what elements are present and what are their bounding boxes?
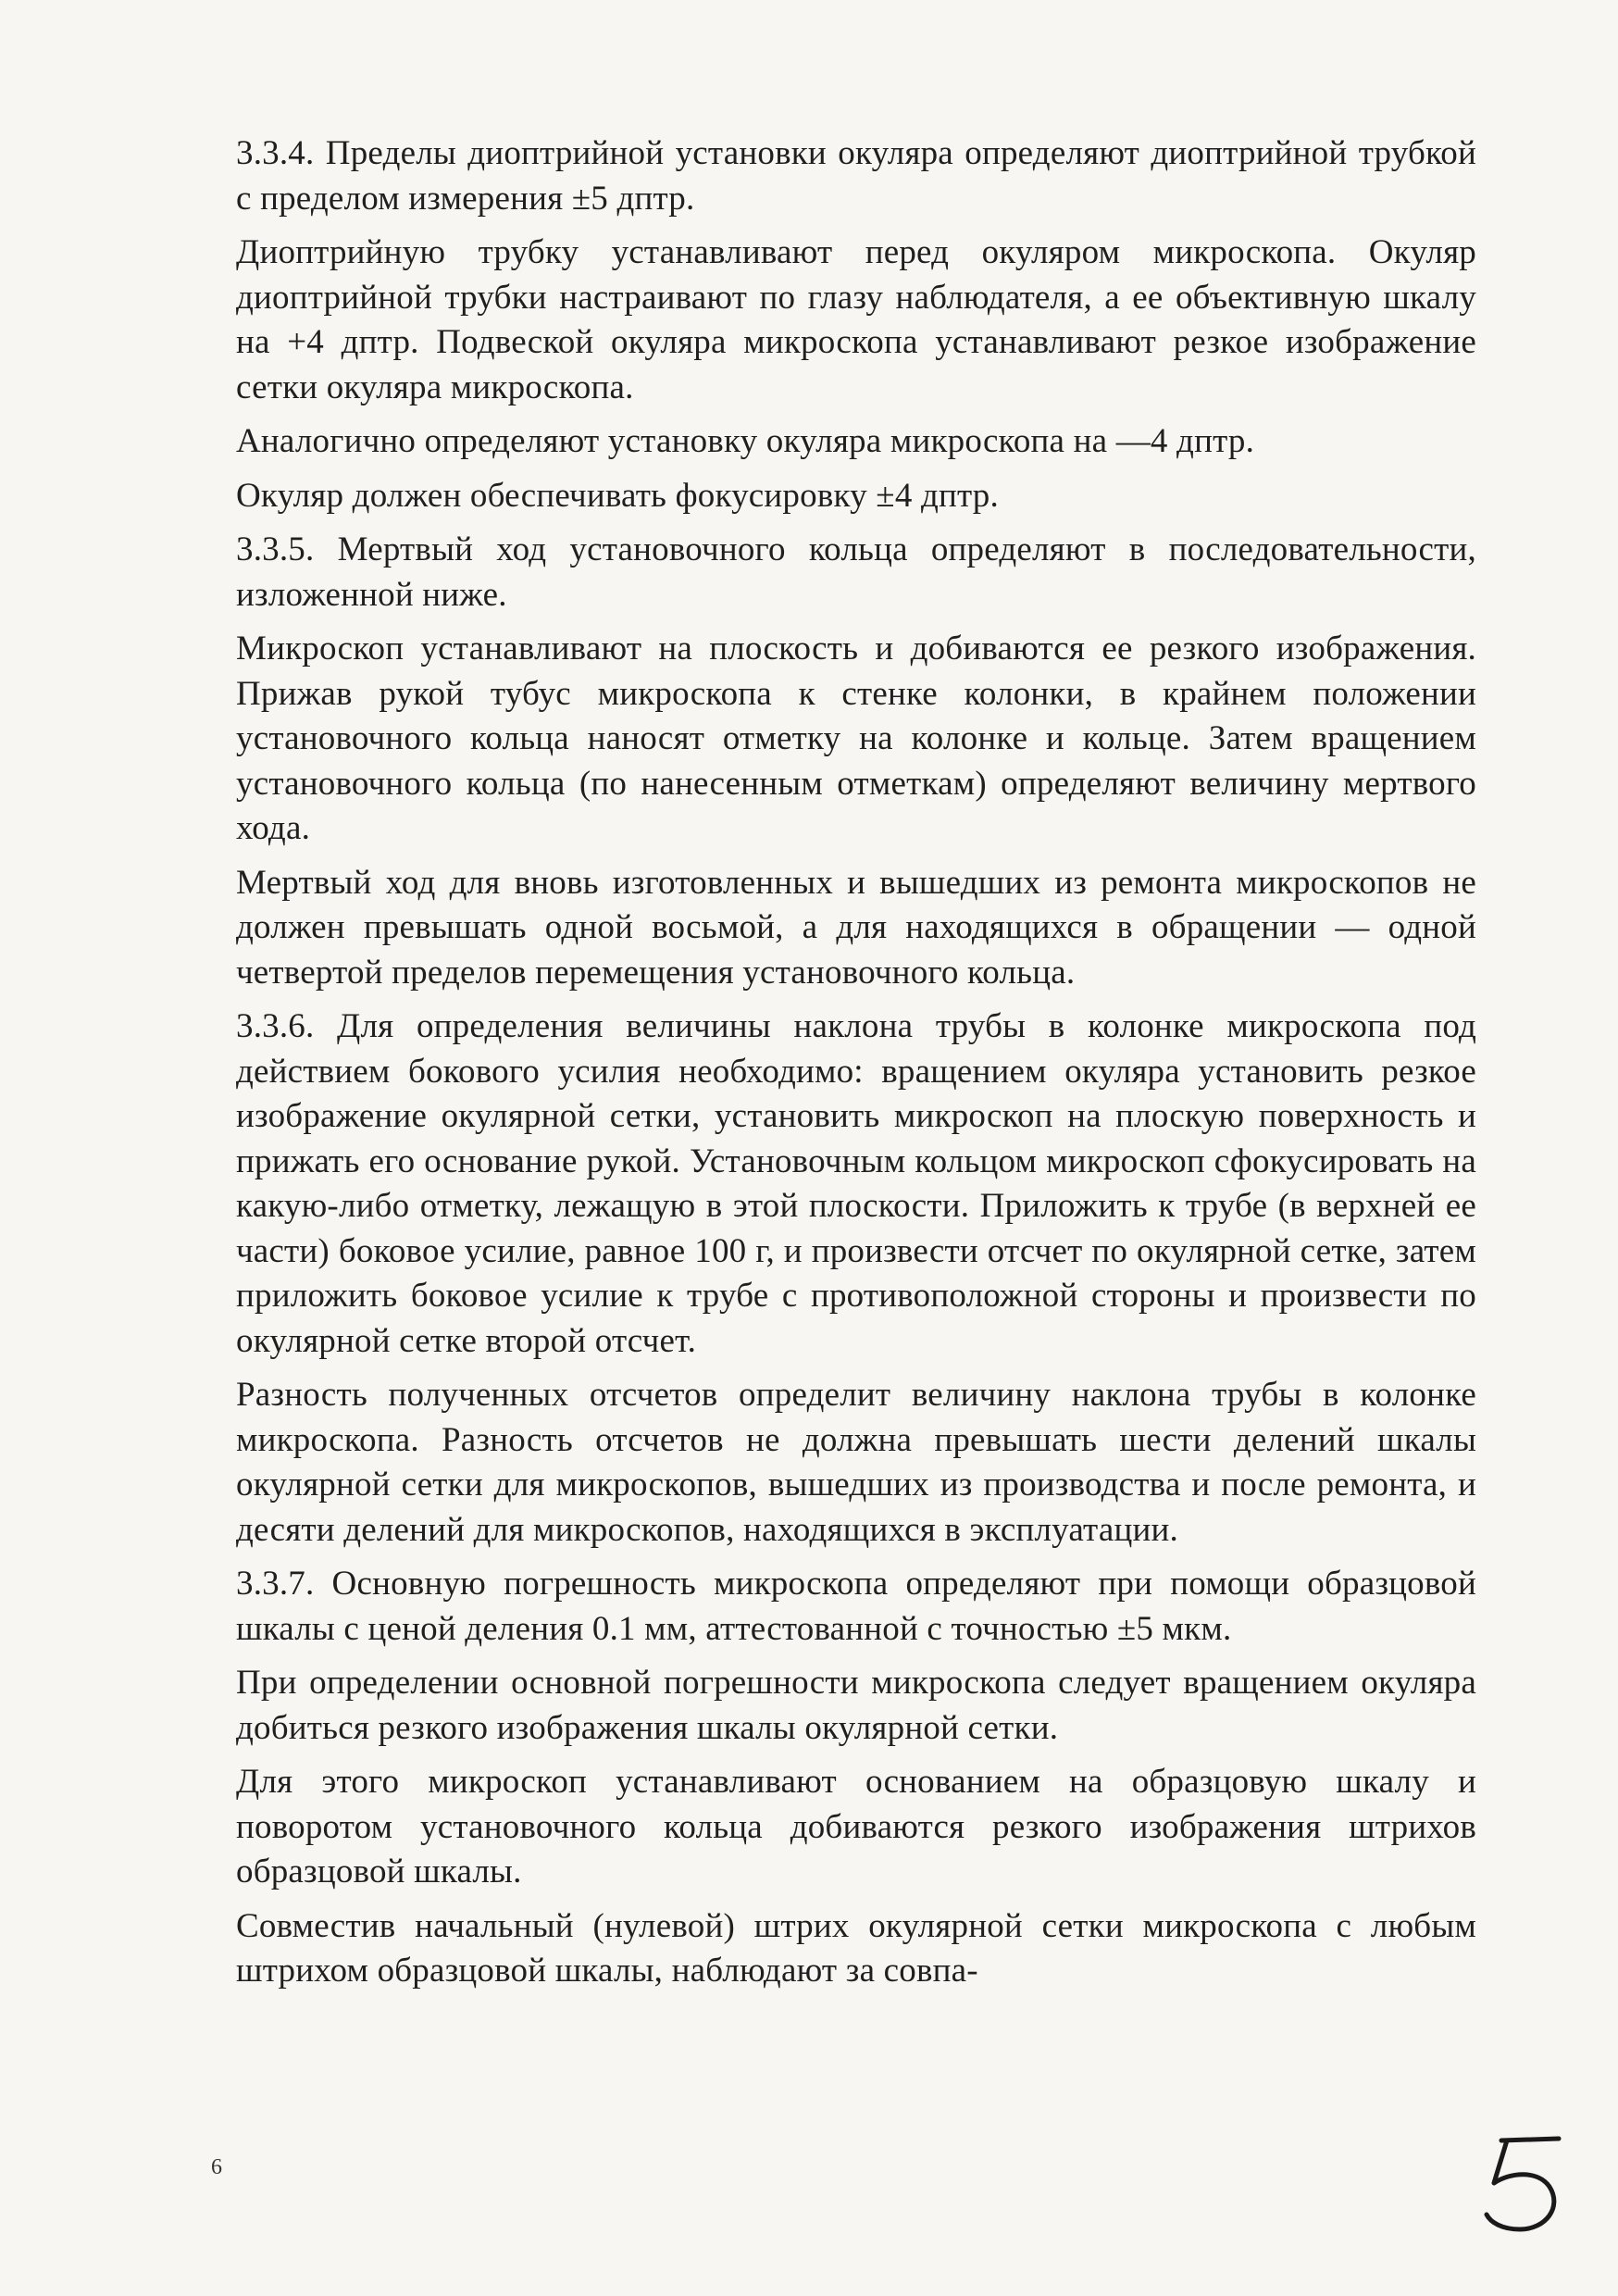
paragraph-3-3-4: 3.3.4. Пределы диоптрийной установки окуляра определяют диоптрийной трубкой с пределом измерения ±5 дптр. xyxy=(236,134,1476,218)
paragraph-3-3-7: 3.3.7. Основную погрешность микроскопа определяют при помощи образцовой шкалы с ценой деления 0.1 мм, аттестованной с точностью ±5 мкм. xyxy=(236,1565,1476,1648)
paragraph-focus-range: Окуляр должен обеспечивать фокусировку ±4 дптр. xyxy=(236,476,999,515)
document-page xyxy=(236,131,1476,2003)
paragraph-analogous-minus4: Аналогично определяют установку окуляра микроскопа на —4 дптр. xyxy=(236,422,1255,460)
paragraph-3-3-6: 3.3.6. Для определения величины наклона трубы в колонке микроскопа под действием бокового усилия необходимо: вращением окуляра установить резкое изображение окулярной сетки, установить микроскоп на плоскую поверхность и прижать его основание рукой. Установочным кольцом микроскоп сфокусировать на какую-либо отметку, лежащую в этой плоскости. Приложить к трубе (в верхней ее части) боковое усилие, равное 100 г, и произвести отсчет по окулярной сетке, затем приложить боковое усилие к трубе с противоположной стороны и произвести по окулярной сетке второй отсчет. xyxy=(236,1007,1476,1360)
printed-page-number: 6 xyxy=(211,2155,222,2179)
paragraph-dioptric-tube: Диоптрийную трубку устанавливают перед окуляром микроскопа. Окуляр диоптрийной трубки настраивают по глазу наблюдателя, а ее объективную шкалу на +4 дптр. Подвеской окуляра микроскопа устанавливают резкое изображение сетки окуляра микроскопа. xyxy=(236,233,1476,406)
paragraph-basic-error-focus: При определении основной погрешности микроскопа следует вращением окуляра добиться резкого изображения шкалы окулярной сетки. xyxy=(236,1664,1476,1747)
paragraph-dead-travel-method: Микроскоп устанавливают на плоскость и добиваются ее резкого изображения. Прижав рукой тубус микроскопа к стенке колонки, в крайнем положении установочного кольца наносят отметку на колонке и кольце. Затем вращением установочного кольца (по нанесенным отметкам) определяют величину мертвого хода. xyxy=(236,630,1476,847)
paragraph-dead-travel-limit: Мертвый ход для вновь изготовленных и вышедших из ремонта микроскопов не должен превышать одной восьмой, а для находящихся в обращении — одной четвертой пределов перемещения установочного кольца. xyxy=(236,863,1476,992)
paragraph-scale-setup: Для этого микроскоп устанавливают основанием на образцовую шкалу и поворотом установочного кольца добиваются резкого изображения штрихов образцовой шкалы. xyxy=(236,1763,1476,1890)
handwritten-five-icon xyxy=(1474,2129,1575,2240)
paragraph-readings-difference: Разность полученных отсчетов определит величину наклона трубы в колонке микроскопа. Разность отсчетов не должна превышать шести делений шкалы окулярной сетки для микроскопов, вышедших из производства и после ремонта, и десяти делений для микроскопов, находящихся в эксплуатации. xyxy=(236,1376,1476,1549)
paragraph-alignment: Совместив начальный (нулевой) штрих окулярной сетки микроскопа с любым штрихом образцовой шкалы, наблюдают за совпа- xyxy=(236,1906,1476,1990)
paragraph-3-3-5: 3.3.5. Мертвый ход установочного кольца определяют в последовательности, изложенной ниже. xyxy=(236,530,1476,614)
handwritten-page-number xyxy=(1474,2129,1575,2240)
